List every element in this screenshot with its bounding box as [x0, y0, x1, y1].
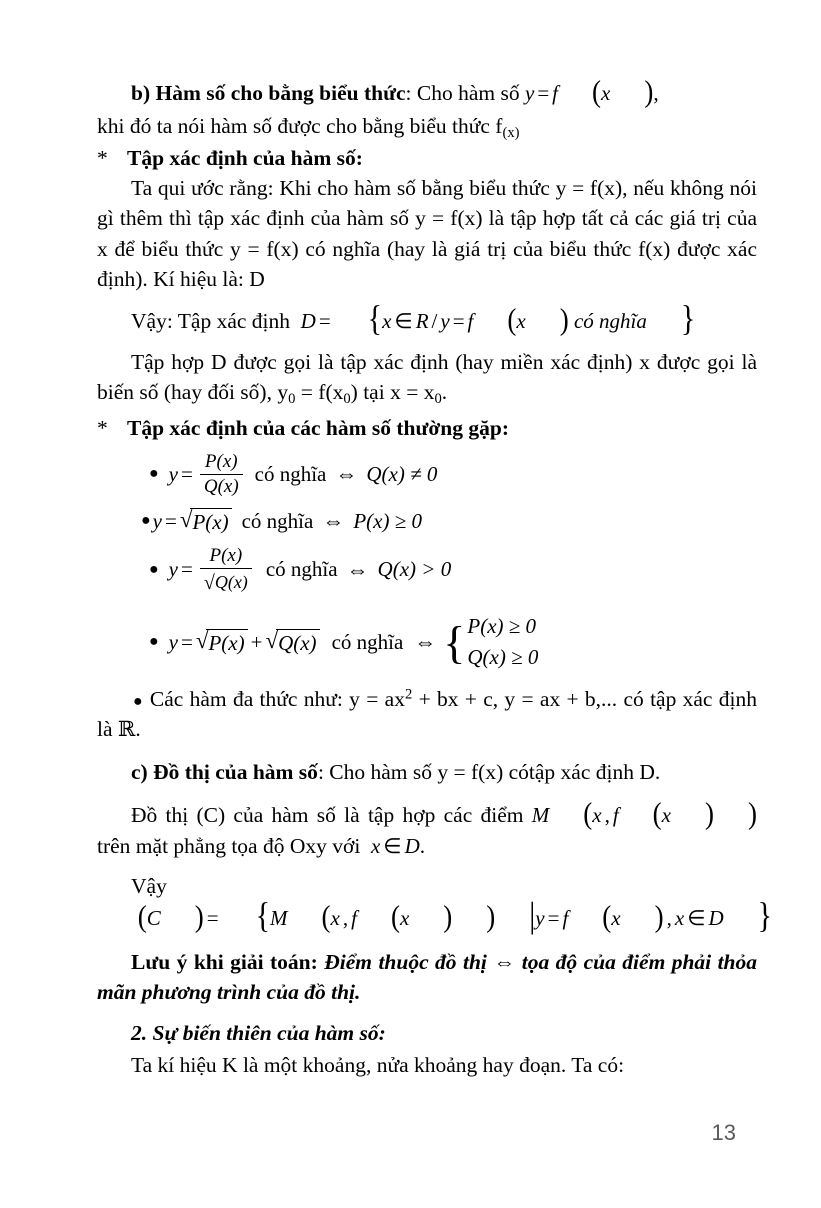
bullet-icon-2: ● — [141, 512, 151, 530]
polynomial-exponent: 2 — [404, 686, 413, 703]
formula-4-cases — [443, 611, 538, 674]
section2-title-label: 2. Sự biến thiên của hàm số: — [131, 1020, 386, 1045]
formula-row-3 — [97, 545, 757, 595]
formula-graph-set: (C ) = {M (x , f (x ) ) |y = f (x ) , x ∈ D } — [131, 895, 773, 936]
paragraph-polynomial — [97, 684, 757, 745]
heading-c-intro: : Cho hàm số y = f(x) cótập xác định D. — [317, 760, 661, 785]
polynomial-text-b: + bx + c, y = ax + b,... có tập xác định là — [97, 686, 757, 742]
star-heading-common — [97, 416, 757, 441]
formula-1-text: có nghĩa — [254, 461, 327, 486]
formula-4-lhs: y — [168, 629, 178, 654]
left-brace-icon: { — [443, 616, 466, 668]
bullet-icon-4: ● — [149, 633, 159, 651]
formula-y-equals-fx: y = f (x ) — [524, 73, 654, 109]
formula-4-iff-icon: ⇔ — [414, 629, 437, 655]
formula-3-rhs: Q(x) > 0 — [377, 557, 452, 582]
paragraph-b-line2 — [97, 111, 757, 144]
formula-row-4 — [97, 611, 757, 674]
domain-explain-b: = f(x — [295, 380, 344, 405]
formula-3-fraction — [200, 545, 252, 595]
polynomial-text-a: Các hàm đa thức như: y = ax — [149, 686, 405, 711]
formula-1-denominator: Q(x) — [200, 474, 243, 498]
formula-4-sqrt-1 — [196, 629, 248, 656]
domain-explain-c: ) tại x = x — [350, 380, 435, 405]
formula-3-numerator: P(x) — [209, 544, 243, 566]
star-icon: * — [97, 145, 108, 170]
formula-2-iff-icon: ⇔ — [322, 508, 345, 534]
formula-x-in-D: x ∈ D — [365, 833, 420, 858]
domain-explain-a: Tập hợp D được gọi là tập xác định (hay miền xác định) x được gọi là biến số (hay đối số), y — [97, 349, 757, 405]
paragraph-graph-definition — [97, 795, 757, 862]
formula-2-rhs: P(x) ≥ 0 — [353, 508, 423, 533]
formula-4-radicand-1: P(x) — [206, 629, 247, 656]
note-text-a: Điểm thuộc đồ thị — [324, 949, 487, 974]
formula-2-sqrt — [180, 508, 232, 535]
note-iff-icon: ⇔ — [493, 948, 516, 974]
paragraph-note — [97, 946, 757, 1008]
formula-row-1 — [97, 451, 757, 498]
paragraph-vay-graph — [97, 871, 773, 936]
radical-icon-3: √ — [203, 571, 215, 594]
formula-domain-set: D = {x ∈ R / y = f (x ) có nghĩa } — [295, 298, 696, 339]
formula-1-lhs: y — [168, 461, 178, 486]
formula-1-iff-icon: ⇔ — [335, 461, 358, 487]
formula-point-M: M (x , f (x ) ) — [531, 795, 757, 830]
star-heading-domain — [97, 146, 757, 171]
note-colon: : — [310, 949, 318, 974]
formula-row-2 — [97, 508, 757, 535]
note-text-b: tọa độ của điểm phải thỏa mãn phương trình của đồ thị. — [97, 949, 758, 1005]
formula-2-lhs: y — [152, 508, 162, 533]
formula-4-case-2: Q(x) ≥ 0 — [467, 645, 539, 670]
formula-1-rhs: Q(x) ≠ 0 — [366, 461, 438, 486]
heading-c-label: c) Đồ thị của hàm số — [131, 760, 318, 785]
formula-1-numerator: P(x) — [204, 450, 238, 472]
formula-4-eq: = — [181, 629, 193, 654]
formula-4-radicand-2: Q(x) — [276, 629, 319, 656]
formula-4-text: có nghĩa — [331, 629, 404, 654]
formula-3-den-radicand: Q(x) — [214, 571, 248, 592]
heading-b-comma: , — [653, 81, 659, 105]
polynomial-R-symbol: ℝ — [117, 717, 136, 742]
domain-explain-sub1: 0 — [288, 391, 296, 408]
star-heading-domain-label: Tập xác định của hàm số: — [127, 145, 363, 170]
radical-icon: √ — [179, 506, 193, 532]
note-label: Lưu ý khi giải toán — [131, 949, 311, 974]
formula-4-plus: + — [250, 629, 263, 654]
paragraph-b-heading — [97, 73, 757, 109]
polynomial-dot: . — [135, 717, 141, 742]
paragraph-domain-convention: Ta qui ước rằng: Khi cho hàm số bằng biểu thức y = f(x), nếu không nói gì thêm thì tập xác định của hàm số y = f(x) là tập hợp tất cả các giá trị của x để biểu thức y = f(x) có nghĩa (hay là giá trị của biểu thức f(x) được xác định). Kí hiệu là: D — [97, 175, 757, 292]
formula-3-denominator-sqrt — [200, 568, 252, 595]
formula-3-iff-icon: ⇔ — [346, 556, 369, 582]
paragraph-vay-domain — [97, 298, 757, 339]
paragraph-section2-title — [97, 1018, 757, 1049]
heading-b-label: b) Hàm số cho bằng biểu thức — [131, 81, 406, 105]
formula-2-eq: = — [165, 508, 177, 533]
bullet-icon-5: ● — [133, 692, 144, 710]
vay-graph-label: Vậy — [131, 874, 167, 899]
domain-explain-sub2: 0 — [343, 391, 351, 408]
b-line2-text: khi đó ta nói hàm số được cho bằng biểu thức f — [97, 113, 503, 138]
domain-explain-sub3: 0 — [434, 391, 442, 408]
radical-icon-4a: √ — [195, 627, 209, 653]
formula-1-fraction — [200, 451, 243, 498]
formula-1-eq: = — [181, 461, 193, 486]
b-line2-subscript: (x) — [502, 124, 520, 141]
formula-4-case-1: P(x) ≥ 0 — [467, 613, 537, 638]
formula-3-text: có nghĩa — [265, 557, 338, 582]
graph-def-a: Đồ thị (C) của hàm số là tập hợp các điểm — [131, 802, 524, 827]
heading-b-intro: : Cho hàm số — [405, 81, 520, 105]
formula-3-lhs: y — [168, 557, 178, 582]
paragraph-section2-body: Ta kí hiệu K là một khoảng, nửa khoảng hay đoạn. Ta có: — [131, 1053, 625, 1078]
formula-3-eq: = — [181, 557, 193, 582]
page-number: 13 — [711, 1120, 736, 1145]
vay-domain-label: Vậy: Tập xác định — [131, 308, 291, 333]
graph-def-dot: . — [419, 833, 426, 858]
radical-icon-4b: √ — [265, 627, 279, 653]
bullet-icon: ● — [149, 465, 159, 483]
paragraph-c-heading — [97, 757, 757, 788]
domain-explain-d: . — [441, 380, 448, 405]
star-icon-2: * — [97, 415, 108, 440]
paragraph-domain-explain — [97, 347, 757, 410]
bullet-icon-3: ● — [149, 560, 159, 578]
formula-2-text: có nghĩa — [241, 508, 314, 533]
star-heading-common-label: Tập xác định của các hàm số thường gặp: — [127, 415, 510, 440]
formula-2-radicand: P(x) — [190, 508, 231, 535]
graph-def-b: trên mặt phẳng tọa độ Oxy với — [97, 833, 361, 858]
page-content — [97, 73, 773, 1083]
formula-4-sqrt-2 — [265, 629, 319, 656]
